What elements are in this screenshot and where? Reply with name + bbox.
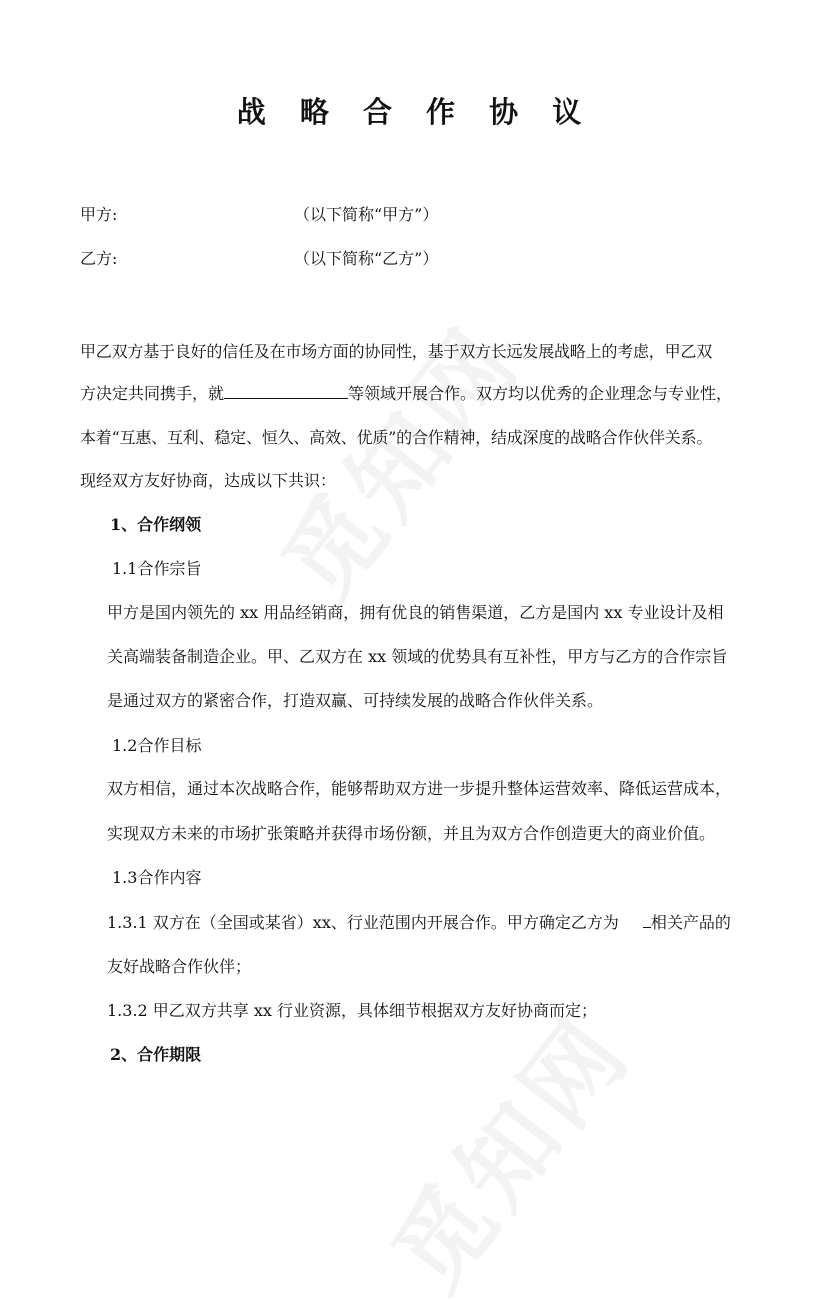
paragraph-line: 友好战略合作伙伴； bbox=[107, 957, 252, 976]
paragraph-line: 双方相信，通过本次战略合作，能够帮助双方进一步提升整体运营效率、降低运营成本， bbox=[107, 779, 732, 798]
paragraph-line: 关高端装备制造企业。甲、乙双方在 xx 领域的优势具有互补性，甲方与乙方的合作宗旨 bbox=[107, 647, 728, 666]
fill-in-blank[interactable] bbox=[224, 382, 348, 399]
party-a-label: 甲方: bbox=[80, 205, 118, 224]
paragraph-line: 1.3.2 甲乙双方共享 xx 行业资源，具体细节根据双方友好协商而定； bbox=[107, 1001, 598, 1020]
item-text: 相关产品的 bbox=[650, 913, 731, 932]
intro-line: 本着“互惠、互利、稳定、恒久、高效、优质”的合作精神，结成深度的战略合作伙伴关系。 bbox=[80, 428, 713, 447]
intro-text: 方决定共同携手，就 bbox=[80, 384, 225, 403]
subsection-heading: 1.2合作目标 bbox=[112, 736, 202, 755]
section-heading: 2、合作期限 bbox=[110, 1045, 202, 1064]
party-b-note: （以下简称“乙方”） bbox=[294, 249, 439, 268]
party-b-label: 乙方: bbox=[80, 249, 118, 268]
item-text: 1.3.1 双方在（全国或某省）xx、行业范围内开展合作。甲方确定乙方为 bbox=[107, 913, 619, 932]
watermark bbox=[356, 983, 656, 1313]
intro-line: 甲乙双方基于良好的信任及在市场方面的协同性，基于双方长远发展战略上的考虑，甲乙双 bbox=[80, 342, 713, 361]
subsection-heading: 1.3合作内容 bbox=[112, 868, 202, 887]
section-heading: 1、合作纲领 bbox=[110, 515, 202, 534]
paragraph-line: 实现双方未来的市场扩张策略并获得市场份额，并且为双方合作创造更大的商业价值。 bbox=[107, 824, 716, 843]
party-a-note: （以下简称“甲方”） bbox=[294, 205, 439, 224]
document-title: 战 略 合 作 协 议 bbox=[236, 95, 594, 129]
fill-in-blank[interactable] bbox=[643, 911, 651, 928]
paragraph-line bbox=[107, 911, 731, 935]
paragraph-line: 甲方是国内领先的 xx 用品经销商，拥有优良的销售渠道，乙方是国内 xx 专业设计及相 bbox=[107, 603, 724, 622]
intro-line: 现经双方友好协商，达成以下共识： bbox=[80, 471, 337, 490]
subsection-heading: 1.1合作宗旨 bbox=[112, 559, 202, 578]
paragraph-line: 是通过双方的紧密合作，打造双赢、可持续发展的战略合作伙伴关系。 bbox=[107, 691, 604, 710]
intro-text: 等领域开展合作。双方均以优秀的企业理念与专业性， bbox=[348, 384, 733, 403]
intro-line bbox=[80, 382, 732, 406]
